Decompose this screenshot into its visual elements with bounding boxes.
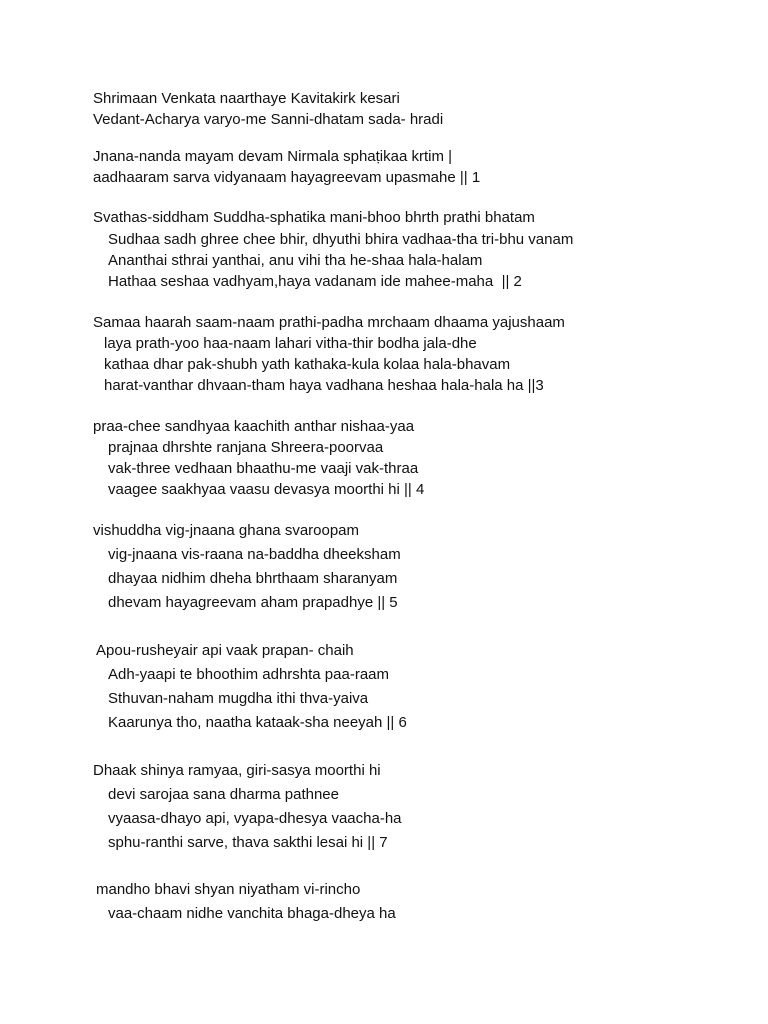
text-line: Kaarunya tho, naatha kataak-sha neeyah || 6 [108, 714, 407, 731]
text-line: prajnaa dhrshte ranjana Shreera-poorvaa [108, 439, 384, 456]
text-line: mandho bhavi shyan niyatham vi-rincho [96, 881, 361, 898]
text-line: Ananthai sthrai yanthai, anu vihi tha he-shaa hala-halam [108, 252, 483, 269]
text-line: sphu-ranthi sarve, thava sakthi lesai hi || 7 [108, 834, 388, 851]
text-line: Jnana-nanda mayam devam Nirmala sphaṭikaa krtim | [93, 148, 453, 165]
text-line: dhayaa nidhim dheha bhrthaam sharanyam [108, 570, 398, 587]
text-line: vyaasa-dhayo api, vyapa-dhesya vaacha-ha [108, 810, 402, 827]
text-line: vaagee saakhyaa vaasu devasya moorthi hi || 4 [108, 481, 425, 498]
text-line: dhevam hayagreevam aham prapadhye || 5 [108, 594, 398, 611]
text-line: vak-three vedhaan bhaathu-me vaaji vak-thraa [108, 460, 419, 477]
text-line: laya prath-yoo haa-naam lahari vitha-thir bodha jala-dhe [104, 335, 477, 352]
text-line: vishuddha vig-jnaana ghana svaroopam [93, 522, 360, 539]
text-line: Samaa haarah saam-naam prathi-padha mrchaam dhaama yajushaam [93, 314, 565, 331]
text-line: Dhaak shinya ramyaa, giri-sasya moorthi hi [93, 762, 381, 779]
text-line: Sthuvan-naham mugdha ithi thva-yaiva [108, 690, 369, 707]
text-line: vaa-chaam nidhe vanchita bhaga-dheya ha [108, 905, 396, 922]
text-line: harat-vanthar dhvaan-tham haya vadhana heshaa hala-hala ha ||3 [104, 377, 544, 394]
text-line: vig-jnaana vis-raana na-baddha dheeksham [108, 546, 401, 563]
text-line: devi sarojaa sana dharma pathnee [108, 786, 339, 803]
text-line: Apou-rusheyair api vaak prapan- chaih [96, 642, 354, 659]
text-line: praa-chee sandhyaa kaachith anthar nishaa-yaa [93, 418, 415, 435]
text-line: kathaa dhar pak-shubh yath kathaka-kula kolaa hala-bhavam [104, 356, 511, 373]
text-line: Sudhaa sadh ghree chee bhir, dhyuthi bhira vadhaa-tha tri-bhu vanam [108, 231, 574, 248]
text-line: Adh-yaapi te bhoothim adhrshta paa-raam [108, 666, 390, 683]
text-line: Vedant-Acharya varyo-me Sanni-dhatam sada- hradi [93, 111, 444, 128]
text-line: aadhaaram sarva vidyanaam hayagreevam upasmahe || 1 [93, 169, 481, 186]
text-line: Shrimaan Venkata naarthaye Kavitakirk kesari [93, 90, 400, 107]
text-line: Hathaa seshaa vadhyam,haya vadanam ide mahee-maha || 2 [108, 273, 522, 290]
text-line: Svathas-siddham Suddha-sphatika mani-bhoo bhrth prathi bhatam [93, 209, 535, 226]
